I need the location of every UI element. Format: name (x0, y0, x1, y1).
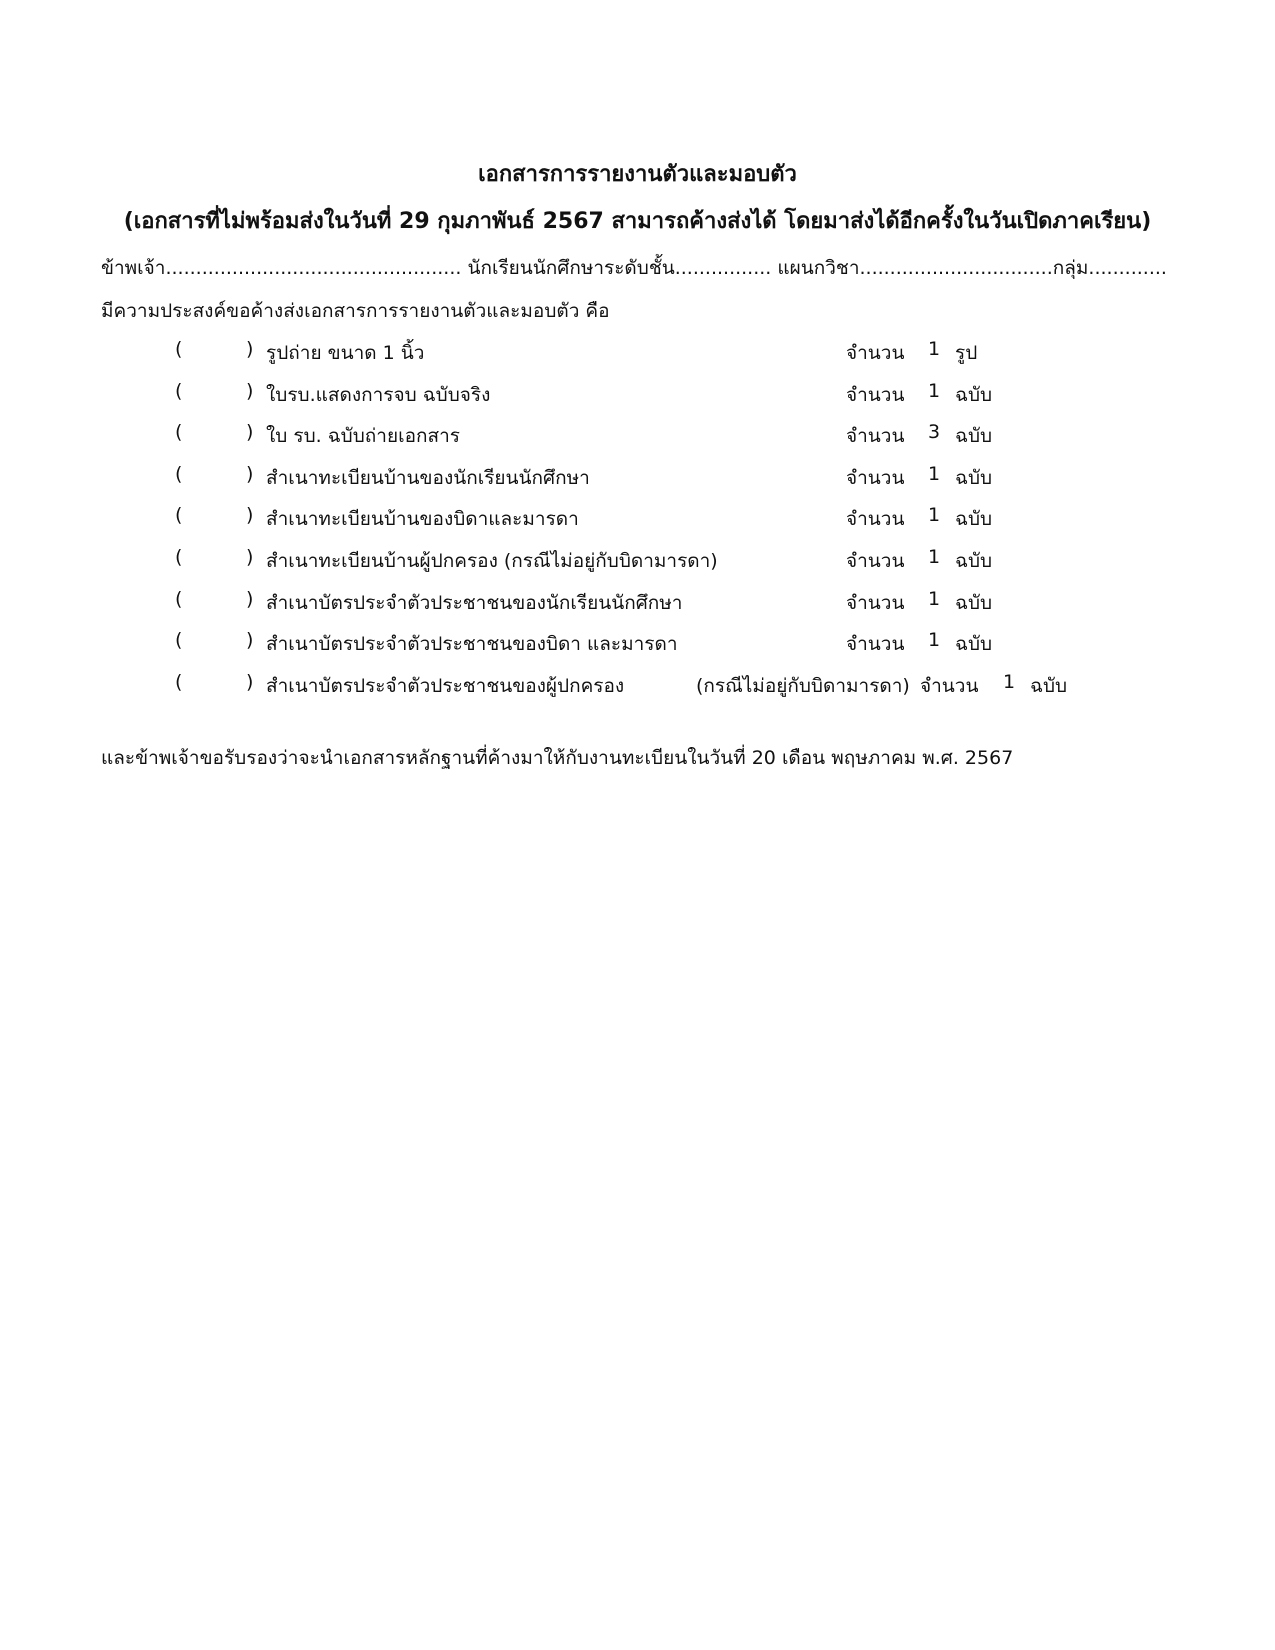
checklist-item (0, 380, 1275, 410)
checklist-item-label: สำเนาทะเบียนบ้านของนักเรียนนักศึกษา (266, 467, 590, 489)
checklist-item (0, 588, 1275, 618)
checklist-item-count-word: จำนวน (846, 633, 905, 655)
checklist-item-count-word: จำนวน (846, 467, 905, 489)
checklist-item-unit: ฉบับ (955, 592, 993, 614)
checkbox-open-paren[interactable]: ( (175, 338, 183, 360)
checklist-item-count: 3 (928, 421, 941, 443)
checklist-item-note: (กรณีไม่อยู่กับบิดามารดา) (696, 675, 910, 697)
checklist-item-count-word: จำนวน (846, 425, 905, 447)
checklist-item-label: ใบรบ.แสดงการจบ ฉบับจริง (266, 384, 491, 406)
checkbox-open-paren[interactable]: ( (175, 546, 183, 568)
checkbox-open-paren[interactable]: ( (175, 629, 183, 651)
checklist-item (0, 629, 1275, 659)
document-title: เอกสารการรายงานตัวและมอบตัว (478, 162, 797, 187)
checklist-item-count: 1 (928, 588, 941, 610)
checklist-item-count-word: จำนวน (920, 675, 979, 697)
checklist-item-count: 1 (928, 380, 941, 402)
purpose-line: มีความประสงค์ขอค้างส่งเอกสารการรายงานตัวและมอบตัว คือ (101, 300, 610, 322)
checklist-item-count: 1 (1003, 671, 1016, 693)
checkbox-close-paren[interactable]: ) (246, 380, 254, 402)
checklist-item (0, 463, 1275, 493)
checkbox-close-paren[interactable]: ) (246, 671, 254, 693)
checklist-item-label: สำเนาทะเบียนบ้านของบิดาและมารดา (266, 508, 579, 530)
checkbox-close-paren[interactable]: ) (246, 546, 254, 568)
checklist-item-count-word: จำนวน (846, 384, 905, 406)
document-subtitle: (เอกสารที่ไม่พร้อมส่งในวันที่ 29 กุมภาพันธ์ 2567 สามารถค้างส่งได้ โดยมาส่งได้อีกครั้งในวันเปิดภาคเรียน) (123, 209, 1152, 234)
checklist-item-unit: ฉบับ (955, 467, 993, 489)
checklist-item-label: ใบ รบ. ฉบับถ่ายเอกสาร (266, 425, 460, 447)
checkbox-open-paren[interactable]: ( (175, 588, 183, 610)
certification-line: และข้าพเจ้าขอรับรองว่าจะนำเอกสารหลักฐานที่ค้างมาให้กับงานทะเบียนในวันที่ 20 เดือน พฤษภาคม พ.ศ. 2567 (101, 747, 1014, 769)
checkbox-open-paren[interactable]: ( (175, 463, 183, 485)
checkbox-open-paren[interactable]: ( (175, 671, 183, 693)
checklist-item-unit: ฉบับ (955, 550, 993, 572)
checklist-item-unit: รูป (955, 342, 978, 364)
checkbox-close-paren[interactable]: ) (246, 338, 254, 360)
declarant-line: ข้าพเจ้า................................................. นักเรียนนักศึกษาระดับชั้น................ แผนกวิชา................................กลุ่ม............. (101, 257, 1167, 279)
checklist-item (0, 338, 1275, 368)
checklist-item-count-word: จำนวน (846, 508, 905, 530)
checklist-item-count: 1 (928, 504, 941, 526)
checklist-item-count-word: จำนวน (846, 592, 905, 614)
checkbox-open-paren[interactable]: ( (175, 380, 183, 402)
checkbox-close-paren[interactable]: ) (246, 463, 254, 485)
checklist-item-count: 1 (928, 546, 941, 568)
checklist-item-label: รูปถ่าย ขนาด 1 นิ้ว (266, 342, 425, 364)
checkbox-close-paren[interactable]: ) (246, 629, 254, 651)
checklist-item-label: สำเนาบัตรประจำตัวประชาชนของบิดา และมารดา (266, 633, 678, 655)
checkbox-open-paren[interactable]: ( (175, 421, 183, 443)
checkbox-close-paren[interactable]: ) (246, 421, 254, 443)
checklist-item (0, 421, 1275, 451)
checklist-item-count-word: จำนวน (846, 342, 905, 364)
checkbox-close-paren[interactable]: ) (246, 588, 254, 610)
checklist-item-unit: ฉบับ (955, 633, 993, 655)
checklist-item-count-word: จำนวน (846, 550, 905, 572)
checklist-item-count: 1 (928, 338, 941, 360)
checklist-item-unit: ฉบับ (1030, 675, 1068, 697)
checklist-item-unit: ฉบับ (955, 384, 993, 406)
checklist-item-label: สำเนาบัตรประจำตัวประชาชนของผู้ปกครอง (266, 675, 625, 697)
checklist-item-unit: ฉบับ (955, 425, 993, 447)
checklist-item (0, 671, 1275, 701)
checklist-item-label: สำเนาทะเบียนบ้านผู้ปกครอง (กรณีไม่อยู่กับบิดามารดา) (266, 550, 718, 572)
checkbox-open-paren[interactable]: ( (175, 504, 183, 526)
checklist-item-unit: ฉบับ (955, 508, 993, 530)
checklist-item-count: 1 (928, 463, 941, 485)
checklist-item (0, 546, 1275, 576)
checklist-item-count: 1 (928, 629, 941, 651)
checkbox-close-paren[interactable]: ) (246, 504, 254, 526)
checklist-item-label: สำเนาบัตรประจำตัวประชาชนของนักเรียนนักศึกษา (266, 592, 683, 614)
checklist-item (0, 504, 1275, 534)
